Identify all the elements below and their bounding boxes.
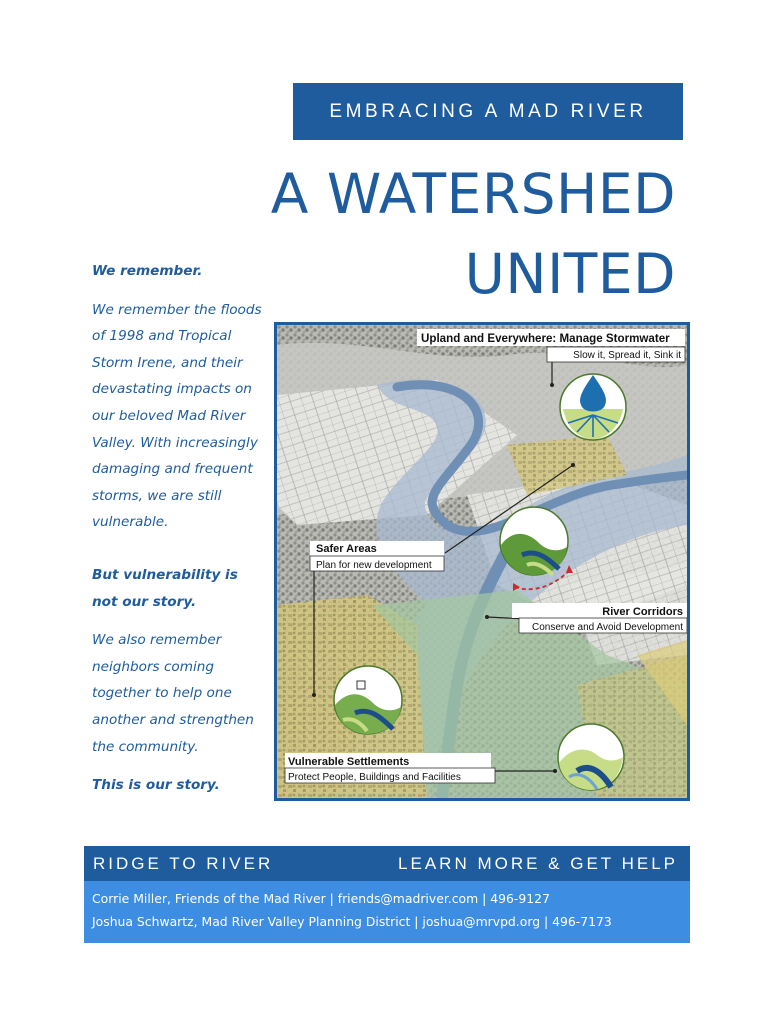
settlements-icon (334, 666, 402, 734)
title-line-2: UNITED (464, 242, 676, 306)
safer-areas-icon (500, 507, 568, 575)
footer-left-heading: RIDGE TO RIVER (93, 853, 274, 873)
story-column (92, 258, 264, 799)
river-corridors-subtitle: Conserve and Avoid Development (531, 622, 683, 633)
upland-subtitle: Slow it, Spread it, Sink it (573, 350, 681, 361)
safer-areas-title: Safer Areas (316, 543, 377, 555)
contact-line-2[interactable]: Joshua Schwartz, Mad River Valley Planning District | joshua@mrvpd.org | 496-7173 (92, 914, 612, 929)
story-paragraph-neighbors: We also remember neighbors coming together to help one another and strengthen the community. (92, 632, 254, 755)
story-intro: We remember. (92, 263, 203, 279)
contact-line-1[interactable]: Corrie Miller, Friends of the Mad River | friends@madriver.com | 496-9127 (92, 891, 550, 906)
stormwater-icon (560, 374, 626, 440)
upland-title: Upland and Everywhere: Manage Stormwater (421, 332, 670, 345)
river-corridor-icon (558, 724, 624, 790)
footer-right-heading: LEARN MORE & GET HELP (398, 853, 678, 873)
page-title (271, 154, 676, 314)
title-line-1: A WATERSHED (270, 162, 676, 226)
watershed-illustration (274, 322, 690, 801)
contact-info (84, 881, 690, 943)
footer (84, 846, 690, 943)
story-paragraph-floods: We remember the floods of 1998 and Tropical Storm Irene, and their devastating impacts on our beloved Mad River Valley. With increasingly damaging and frequent storms, we are still vulnerable. (92, 301, 262, 531)
safer-areas-subtitle: Plan for new development (316, 560, 432, 571)
header-kicker-banner (293, 83, 683, 140)
vulnerable-title: Vulnerable Settlements (288, 756, 410, 768)
river-corridors-title: River Corridors (602, 606, 683, 618)
vulnerable-subtitle: Protect People, Buildings and Facilities (288, 772, 461, 783)
header-kicker: EMBRACING A MAD RIVER (329, 100, 647, 122)
footer-banner (84, 846, 690, 881)
story-vulnerability: But vulnerability is not our story. (92, 566, 238, 610)
story-closing: This is our story. (92, 777, 220, 794)
watershed-map (277, 325, 687, 798)
